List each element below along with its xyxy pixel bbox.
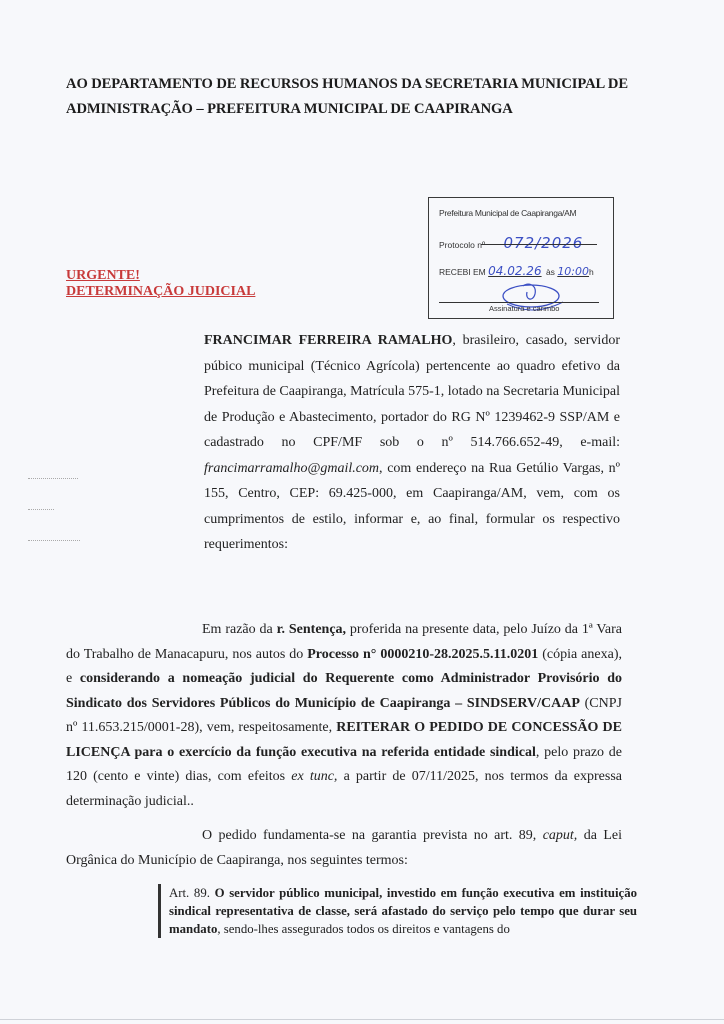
stamp-recebi-label: RECEBI EM — [439, 267, 486, 277]
request-paragraph — [66, 618, 622, 814]
law-quote-block — [158, 884, 637, 938]
p1-text-1: Em razão da — [202, 622, 277, 637]
email-link[interactable]: francimarramalho@gmail.com — [204, 460, 380, 476]
quote-text-2: , sendo-lhes assegurados todos os direitos e vantagens do — [217, 922, 510, 936]
addressee-header — [66, 72, 666, 122]
page-edge-line — [0, 1019, 724, 1020]
p1-bold-3: considerando a nomeação judicial do Requerente como Administrador Provisório do Sindicato dos Servidores Públicos do Município de Caapiranga – SINDSERV/CAAP — [66, 671, 622, 711]
p1-text-6: a partir de 07/11/2025, nos termos da expressa determinação judicial.. — [66, 769, 622, 809]
header-line-1: AO DEPARTAMENTO DE RECURSOS HUMANOS DA SECRETARIA MUNICIPAL DE — [66, 76, 628, 92]
process-number: Processo n° 0000210-28.2025.5.11.0201 — [307, 646, 539, 662]
p1-text-5: , pelo prazo de 120 (cento e vinte) dias, com efeitos — [66, 744, 622, 784]
stamp-recebi-row — [439, 264, 594, 278]
legal-basis-paragraph — [66, 823, 622, 873]
stamp-protocolo-value: 072/2026 — [503, 234, 584, 252]
p1-text-3: (cópia anexa), e — [66, 646, 622, 686]
stamp-time-value: 10:00 — [557, 265, 590, 278]
quote-text-1: Art. 89. — [169, 886, 215, 900]
urgent-line-2: DETERMINAÇÃO JUDICIAL — [66, 284, 256, 299]
quote-bold-1: O servidor público municipal, investido em função executiva em instituição sindical representativa de classe, será afastado do serviço pelo tempo que durar seu mandato — [169, 886, 637, 936]
p1-text-2: proferida na presente data, pelo Juízo da 1ª Vara do Trabalho de Manacapuru, nos autos do — [66, 622, 622, 662]
scan-artifact — [28, 478, 78, 479]
intro-text-2: , com endereço na Rua Getúlio Vargas, nº 155, Centro, CEP: 69.425-000, em Caapiranga/AM, vem, com os cumprimentos de estilo, informar e, ao final, formular os respectivo requerimentos: — [204, 460, 620, 552]
protocol-stamp — [428, 197, 614, 319]
p2-text-1: O pedido fundamenta-se na garantia prevista no art. 89, — [202, 828, 543, 843]
stamp-as-label: às — [545, 267, 555, 277]
scan-artifact — [28, 540, 80, 541]
p1-text-4: (CNPJ nº 11.653.215/0001-28), vem, respeitosamente, — [66, 695, 622, 735]
p1-italic-1: ex tunc, — [291, 769, 338, 784]
requester-name: FRANCIMAR FERREIRA RAMALHO — [204, 333, 453, 348]
header-line-2: ADMINISTRAÇÃO – PREFEITURA MUNICIPAL DE CAAPIRANGA — [66, 101, 513, 117]
urgent-line-1: URGENTE! — [66, 268, 140, 283]
intro-text-1: , brasileiro, casado, servidor púbico municipal (Técnico Agrícola) pertencente ao quadro efetivo da Prefeitura de Caapiranga, Matrícula 575-1, lotado na Secretaria Municipal de Produção e Abastecimento, portador do RG Nº 1239462-9 SSP/AM e cadastrado no CPF/MF sob o nº 514.766.652-49, e-mail: — [204, 333, 620, 450]
qualification-paragraph — [204, 328, 620, 558]
scan-artifact — [28, 509, 54, 510]
stamp-signature-label: Assinatura e carimbo — [489, 304, 560, 313]
p1-bold-1: r. Sentença, — [276, 622, 347, 637]
stamp-protocolo-label: Protocolo nº — [439, 240, 486, 250]
stamp-protocolo-line — [481, 244, 597, 245]
stamp-h-label: h — [589, 267, 594, 277]
stamp-org: Prefeitura Municipal de Caapiranga/AM — [439, 208, 577, 218]
stamp-protocolo-row — [439, 234, 583, 252]
p2-text-2: da Lei Orgânica do Município de Caapiranga, nos seguintes termos: — [66, 828, 622, 868]
p2-italic-1: caput, — [542, 828, 578, 843]
p1-bold-4: REITERAR O PEDIDO DE CONCESSÃO DE LICENÇA para o exercício da função executiva na referida entidade sindical — [66, 720, 622, 760]
stamp-signature-line — [439, 302, 599, 303]
urgent-notice — [66, 268, 255, 300]
stamp-recebi-date: 04.02.26 — [488, 264, 542, 278]
